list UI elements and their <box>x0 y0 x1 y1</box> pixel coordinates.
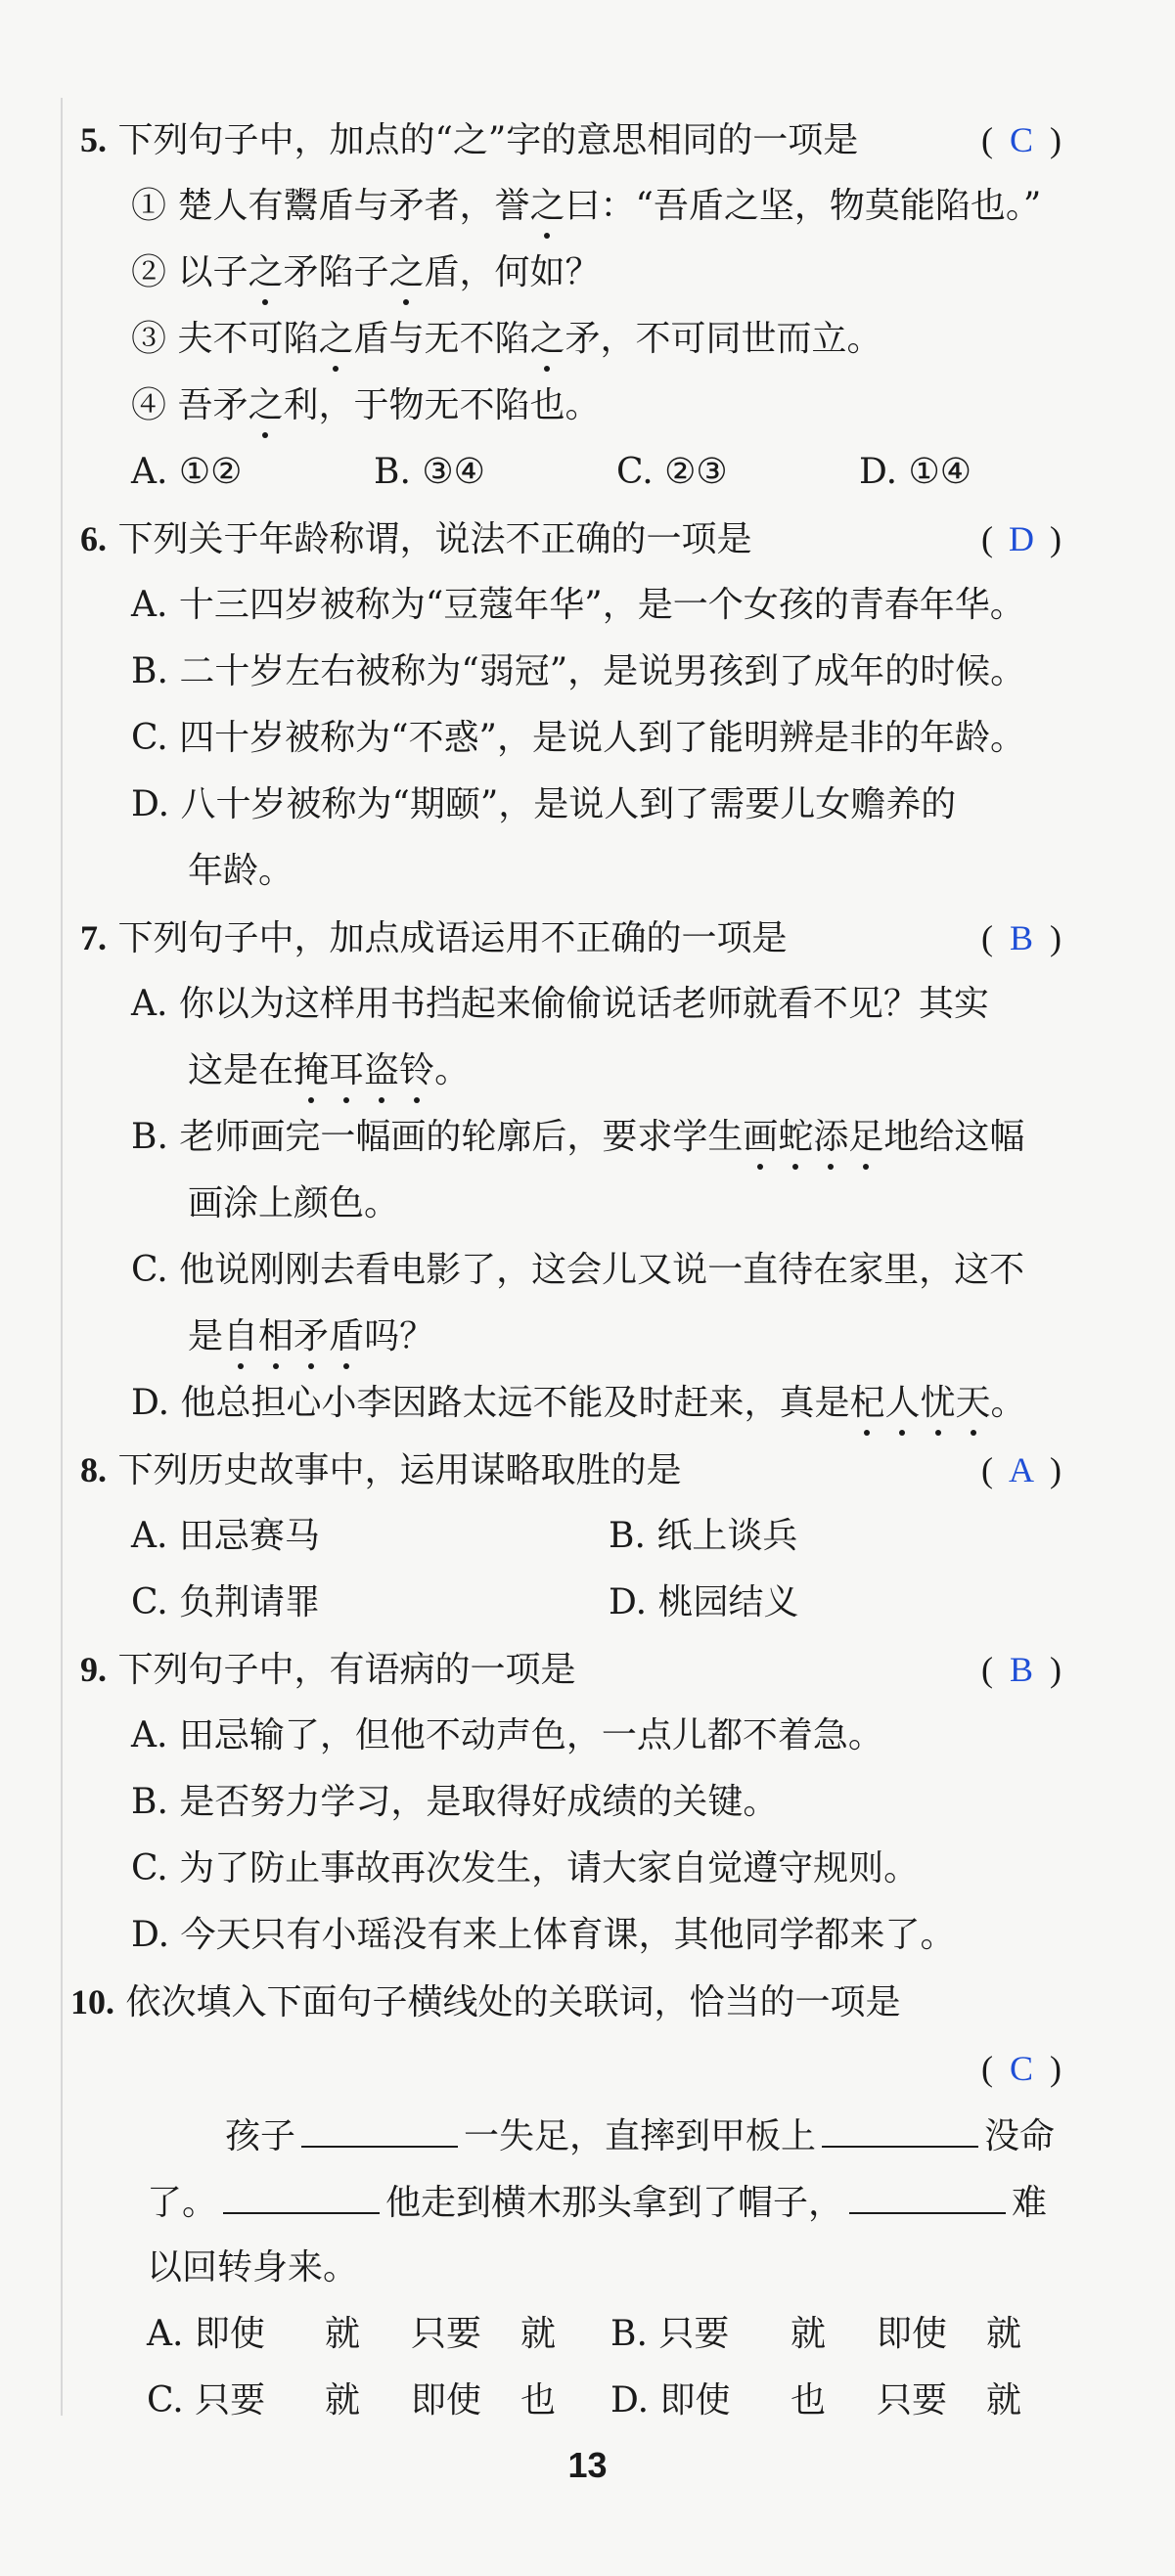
emphasis-dot-char: 添 <box>813 1113 848 1162</box>
q8-stem-text: 下列历史故事中，运用谋略取胜的是 <box>117 1450 682 1490</box>
q9-stem-text: 下列句子中，有语病的一项是 <box>117 1650 576 1690</box>
q10-optA-word-4: 就 <box>520 2314 557 2354</box>
emphasis-dot-char: 掩 <box>294 1046 329 1095</box>
q5-s4-dotted-zhi: 之 <box>248 381 283 430</box>
q8-option-d: D. 桃园结义 <box>609 1582 799 1622</box>
q5-s4-text-b: 利，于物无不陷也。 <box>283 385 601 425</box>
q6-answer: ( D ) <box>981 514 1062 563</box>
emphasis-dot-char: 矛 <box>294 1312 329 1361</box>
q5-s3-dotted-zhi-1: 之 <box>318 315 353 364</box>
q10-optA-word-3: 只要 <box>411 2314 482 2354</box>
q10-optC-word-4: 也 <box>520 2380 557 2421</box>
q5-stem-text: 下列句子中，加点的“之”字的意思相同的一项是 <box>117 120 859 160</box>
q10-p1-text-b: 一失足，直摔到甲板上 <box>464 2116 817 2156</box>
q6-stem-text: 下列关于年龄称谓，说法不正确的一项是 <box>117 519 752 559</box>
q10-blank-4 <box>849 2177 1006 2214</box>
q5-option-c: C. ②③ <box>616 452 728 492</box>
q6-number: 6. <box>80 519 107 558</box>
q7-stem <box>80 913 787 963</box>
emphasis-dot-char: 铃 <box>399 1046 434 1095</box>
q9-answer: ( B ) <box>981 1645 1062 1694</box>
q7-option-b-line1 <box>131 1113 1024 1162</box>
q7-stem-text: 下列句子中，加点成语运用不正确的一项是 <box>117 918 788 958</box>
q5-stem <box>80 115 858 165</box>
q5-option-d: D. ①④ <box>859 452 972 492</box>
q7-answer-letter: B <box>1009 918 1033 957</box>
q10-blank-1 <box>301 2110 458 2148</box>
q10-options-row1 <box>147 2310 1021 2359</box>
q7-option-b-line2: 画涂上颜色。 <box>188 1183 400 1223</box>
q10-answer: ( C ) <box>981 2044 1062 2093</box>
q10-passage-line3: 以回转身来。 <box>147 2247 359 2287</box>
q8-option-c: C. 负荆请罪 <box>131 1582 321 1622</box>
q10-optB-word-3: 即使 <box>877 2314 948 2354</box>
q7-option-d <box>131 1379 1026 1428</box>
q9-option-c: C. 为了防止事故再次发生，请大家自觉遵守规则。 <box>131 1848 920 1888</box>
emphasis-dot-char: 自 <box>223 1312 258 1361</box>
q9-option-d: D. 今天只有小瑶没有来上体育课，其他同学都来了。 <box>131 1915 956 1955</box>
q10-stem-text: 依次填入下面句子横线处的关联词，恰当的一项是 <box>125 1982 901 2022</box>
q10-p1-text-a: 孩子 <box>225 2116 296 2156</box>
emphasis-dot-char: 足 <box>848 1113 883 1162</box>
q5-sentence-3 <box>131 315 882 364</box>
q8-answer: ( A ) <box>981 1445 1062 1494</box>
q6-answer-letter: D <box>1009 519 1034 558</box>
emphasis-dot-char: 蛇 <box>778 1113 813 1162</box>
q10-p2-text-c: 难 <box>1012 2183 1048 2223</box>
q7-a-text-pre: 这是在 <box>188 1050 294 1090</box>
q7-c-idiom <box>223 1316 364 1356</box>
q5-sentence-1 <box>131 182 1041 231</box>
q6-option-d-line2: 年龄。 <box>188 851 294 891</box>
q7-d-text-post: 。 <box>990 1383 1026 1423</box>
q5-sentence-4 <box>131 381 600 430</box>
page-number: 13 <box>567 2445 608 2485</box>
emphasis-dot-char: 人 <box>884 1379 920 1428</box>
q10-p2-text-a: 了。 <box>147 2183 218 2223</box>
q10-optB-word-1: B. 只要 <box>610 2314 730 2354</box>
emphasis-dot-char: 相 <box>258 1312 294 1361</box>
q5-answer: ( C ) <box>981 115 1062 164</box>
q10-optB-word-2: 就 <box>791 2314 827 2354</box>
q8-option-a: A. 田忌赛马 <box>131 1516 320 1556</box>
q10-answer-letter: C <box>1009 2049 1033 2088</box>
q7-d-idiom <box>849 1383 990 1423</box>
q5-s3-text-a: ③ 夫不可陷 <box>131 319 319 359</box>
q9-option-b: B. 是否努力学习，是取得好成绩的关键。 <box>131 1782 779 1822</box>
q7-c-text-post: 吗？ <box>364 1316 435 1356</box>
q7-option-c-line1: C. 他说刚刚去看电影了，这会儿又说一直待在家里，这不 <box>131 1250 1025 1290</box>
q5-sentence-2 <box>131 248 601 297</box>
q5-s2-dotted-zhi-2: 之 <box>388 248 424 297</box>
q10-passage-line1 <box>225 2110 1055 2161</box>
q7-option-a-line1: A. 你以为这样用书挡起来偷偷说话老师就看不见？其实 <box>131 984 989 1024</box>
q5-s3-text-c: 矛，不可同世而立。 <box>565 319 882 359</box>
q10-optA-word-1: A. 即使 <box>147 2314 265 2354</box>
q5-s4-text-a: ④ 吾矛 <box>131 385 249 425</box>
q10-optC-word-1: C. 只要 <box>147 2380 266 2421</box>
emphasis-dot-char: 盗 <box>364 1046 399 1095</box>
q8-number: 8. <box>80 1450 107 1489</box>
q7-d-text-pre: D. 他总担心小李因路太远不能及时赶来，真是 <box>131 1383 850 1423</box>
emphasis-dot-char: 盾 <box>329 1312 364 1361</box>
emphasis-dot-char: 杞 <box>849 1379 884 1428</box>
q7-number: 7. <box>80 918 107 957</box>
q7-a-text-post: 。 <box>434 1050 471 1090</box>
q7-b-text-pre: B. 老师画完一幅画的轮廓后，要求学生 <box>131 1117 744 1157</box>
emphasis-dot-char: 画 <box>743 1113 778 1162</box>
q10-p2-text-b: 他走到横木那头拿到了帽子， <box>385 2183 844 2223</box>
q9-number: 9. <box>80 1650 107 1689</box>
q7-c-text-pre: 是 <box>188 1316 224 1356</box>
q5-s1-text-a: ① 楚人有鬻盾与矛者，誉 <box>131 186 530 226</box>
q5-s2-text-b: 矛陷子 <box>283 252 389 292</box>
q9-option-a: A. 田忌输了，但他不动声色，一点儿都不着急。 <box>131 1715 883 1755</box>
q10-blank-3 <box>223 2177 380 2214</box>
q10-optD-word-4: 就 <box>986 2380 1022 2421</box>
emphasis-dot-char: 耳 <box>329 1046 364 1095</box>
q10-p1-text-c: 没命 <box>984 2116 1056 2156</box>
q10-optD-word-2: 也 <box>791 2380 827 2421</box>
q7-a-idiom <box>294 1050 434 1090</box>
q6-option-b: B. 二十岁左右被称为“弱冠”，是说男孩到了成年的时候。 <box>131 651 1026 691</box>
emphasis-dot-char: 忧 <box>921 1379 956 1428</box>
q6-option-d-line1: D. 八十岁被称为“期颐”，是说人到了需要儿女赡养的 <box>131 784 957 824</box>
emphasis-dot-char: 天 <box>956 1379 991 1428</box>
q7-option-c-line2 <box>188 1312 434 1361</box>
q10-options-row2 <box>147 2376 1021 2425</box>
q9-stem <box>80 1645 575 1695</box>
q7-option-a-line2 <box>188 1046 470 1095</box>
q10-optC-word-3: 即使 <box>411 2380 482 2421</box>
q10-stem <box>70 1977 900 2027</box>
q5-answer-letter: C <box>1009 120 1033 159</box>
q6-option-a: A. 十三四岁被称为“豆蔻年华”，是一个女孩的青春年华。 <box>131 585 1025 625</box>
q8-option-b: B. 纸上谈兵 <box>609 1516 798 1556</box>
q5-s2-dotted-zhi-1: 之 <box>248 248 283 297</box>
q5-s2-text-a: ② 以子 <box>131 252 249 292</box>
q7-b-idiom <box>743 1117 883 1157</box>
q8-stem <box>80 1445 681 1495</box>
q10-passage-line2 <box>147 2177 1047 2228</box>
q8-answer-letter: A <box>1009 1450 1034 1489</box>
q9-answer-letter: B <box>1009 1650 1033 1689</box>
q6-option-c: C. 四十岁被称为“不惑”，是说人到了能明辨是非的年龄。 <box>131 718 1025 758</box>
q10-blank-2 <box>822 2110 978 2148</box>
q5-option-b: B. ③④ <box>374 452 485 492</box>
q5-option-a: A. ①② <box>131 452 243 492</box>
q5-number: 5. <box>80 120 107 159</box>
q5-s1-dotted-zhi: 之 <box>529 182 565 231</box>
q7-b-text-post: 地给这幅 <box>883 1117 1025 1157</box>
q10-optC-word-2: 就 <box>325 2380 361 2421</box>
q7-answer: ( B ) <box>981 913 1062 962</box>
q5-s3-dotted-zhi-2: 之 <box>529 315 565 364</box>
q10-optD-word-3: 只要 <box>877 2380 948 2421</box>
q10-optB-word-4: 就 <box>986 2314 1022 2354</box>
q5-s2-text-c: 盾，何如？ <box>424 252 601 292</box>
q10-optA-word-2: 就 <box>325 2314 361 2354</box>
q6-stem <box>80 514 751 564</box>
q5-s1-text-b: 曰：“吾盾之坚，物莫能陷也。” <box>565 186 1042 226</box>
q10-number: 10. <box>70 1982 114 2021</box>
q10-optD-word-1: D. 即使 <box>610 2380 731 2421</box>
q5-s3-text-b: 盾与无不陷 <box>353 319 530 359</box>
